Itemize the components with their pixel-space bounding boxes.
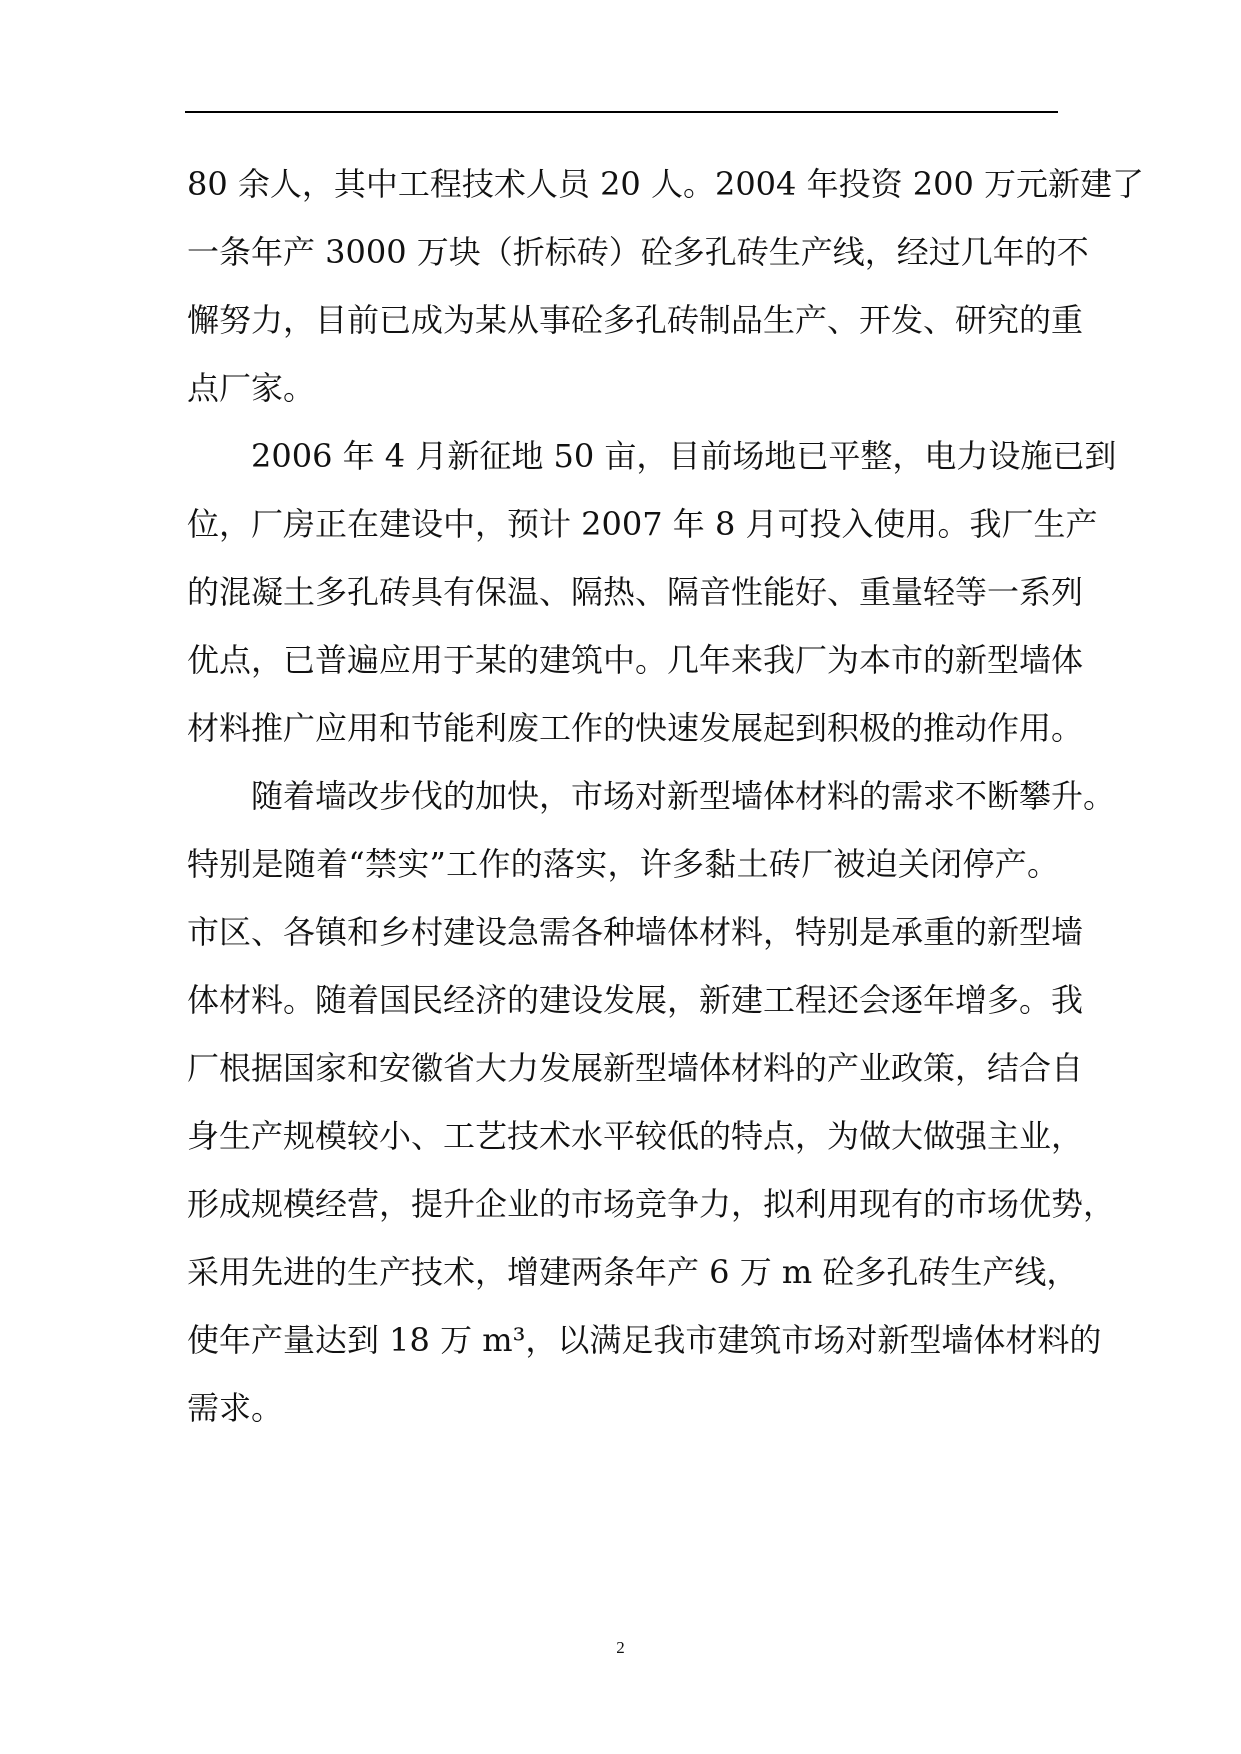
paragraph-2-line-1: 2006 年 4 月新征地 50 亩，目前场地已平整，电力设施已到	[251, 437, 1117, 475]
paragraph-2-line-2: 位，厂房正在建设中，预计 2007 年 8 月可投入使用。我厂生产	[187, 505, 1098, 543]
header-rule	[185, 111, 1058, 113]
paragraph-1-line-2: 一条年产 3000 万块（折标砖）砼多孔砖生产线，经过几年的不	[187, 233, 1089, 271]
paragraph-3-line-10: 需求。	[187, 1389, 284, 1427]
paragraph-2-line-3: 的混凝土多孔砖具有保温、隔热、隔音性能好、重量轻等一系列	[187, 573, 1084, 611]
paragraph-3-line-4: 体材料。随着国民经济的建设发展，新建工程还会逐年增多。我	[187, 981, 1084, 1019]
paragraph-3-line-2: 特别是随着“禁实”工作的落实，许多黏土砖厂被迫关闭停产。	[187, 845, 1059, 883]
paragraph-3-line-8: 采用先进的生产技术，增建两条年产 6 万 m 砼多孔砖生产线，	[187, 1253, 1079, 1291]
document-body	[187, 160, 1144, 1452]
paragraph-3-line-7: 形成规模经营，提升企业的市场竞争力，拟利用现有的市场优势，	[187, 1185, 1116, 1223]
paragraph-3-line-3: 市区、各镇和乡村建设急需各种墙体材料，特别是承重的新型墙	[187, 913, 1084, 951]
paragraph-1-line-1: 80 余人，其中工程技术人员 20 人。2004 年投资 200 万元新建了	[187, 165, 1144, 203]
paragraph-3-line-6: 身生产规模较小、工艺技术水平较低的特点，为做大做强主业，	[187, 1117, 1084, 1155]
paragraph-1-line-3: 懈努力，目前已成为某从事砼多孔砖制品生产、开发、研究的重	[187, 301, 1084, 339]
paragraph-3-line-5: 厂根据国家和安徽省大力发展新型墙体材料的产业政策，结合自	[187, 1049, 1084, 1087]
paragraph-3-line-9: 使年产量达到 18 万 m³，以满足我市建筑市场对新型墙体材料的	[187, 1321, 1102, 1359]
paragraph-2-line-4: 优点，已普遍应用于某的建筑中。几年来我厂为本市的新型墙体	[187, 641, 1084, 679]
paragraph-2-line-5: 材料推广应用和节能利废工作的快速发展起到积极的推动作用。	[187, 709, 1084, 747]
paragraph-3-line-1: 随着墙改步伐的加快，市场对新型墙体材料的需求不断攀升。	[251, 777, 1116, 815]
page-number: 2	[616, 1638, 625, 1657]
paragraph-1-line-4: 点厂家。	[187, 369, 316, 407]
